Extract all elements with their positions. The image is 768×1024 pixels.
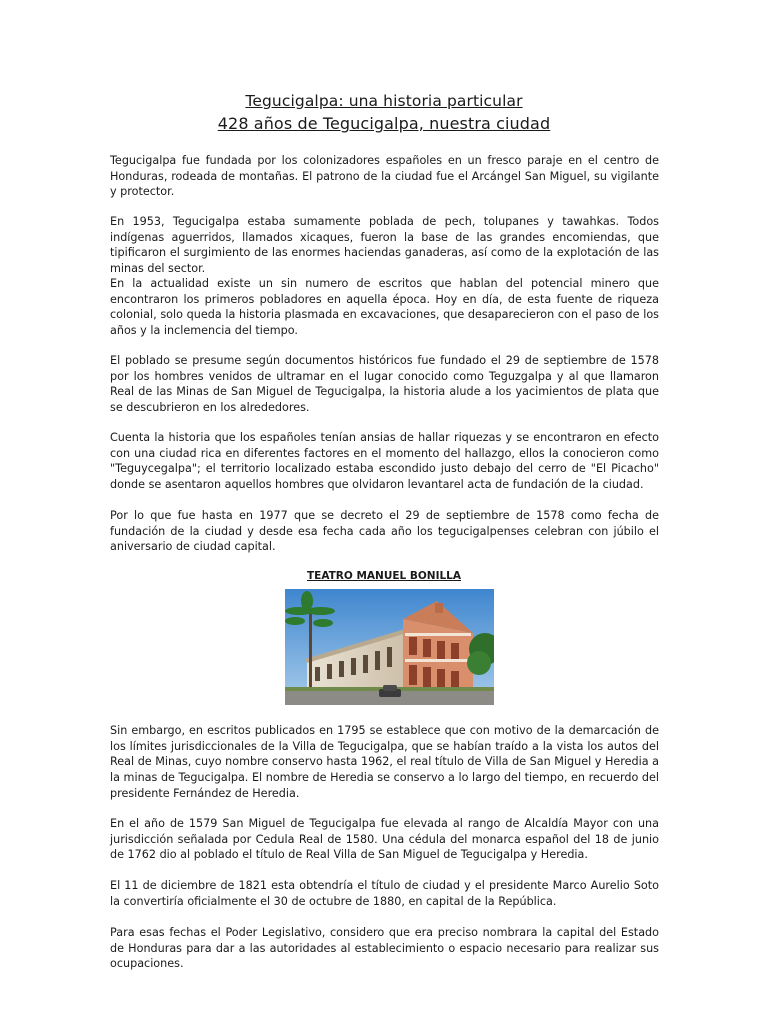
paragraph-9: El 11 de diciembre de 1821 esta obtendría el título de ciudad y el presidente Marco Aurelio Soto la convertiría oficialmente el 30 de octubre de 1880, en capital de la República. [110, 879, 659, 908]
paragraph-10: Para esas fechas el Poder Legislativo, considero que era preciso nombrara la capital del Estado de Honduras para dar a las autoridades al establecimiento o espacio necesario para realizar sus ocupaciones. [110, 926, 659, 971]
paragraph-5: Cuenta la historia que los españoles tenían ansias de hallar riquezas y se encontraron en efecto con una ciudad rica en diferentes factores en el momento del hallazgo, ellos la conocieron como "Teguycegalpa"; el territorio localizado estaba escondido justo debajo del cerro de "El Picacho" donde se asentaron aquellos hombres que olvidaron levantarel acta de fundación de la ciudad. [110, 431, 659, 492]
paragraph-1: Tegucigalpa fue fundada por los colonizadores españoles en un fresco paraje en el centro de Honduras, rodeada de montañas. El patrono de la ciudad fue el Arcángel San Miguel, su vigilante y protector. [110, 154, 659, 199]
theater-photo [285, 589, 494, 705]
paragraph-6: Por lo que fue hasta en 1977 que se decreto el 29 de septiembre de 1578 como fecha de fundación de la ciudad y desde esa fecha cada año los tegucigalpenses celebran con júbilo el aniversario de ciudad capital. [110, 509, 659, 554]
photo-caption: TEATRO MANUEL BONILLA [306, 570, 461, 582]
paragraph-3: En la actualidad existe un sin numero de escritos que hablan del potencial minero que encontraron los primeros pobladores en aquella época. Hoy en día, de esta fuente de riqueza colonial, solo queda la historia plasmada en excavaciones, que desaparecieron con el paso de los años y la inclemencia del tiempo. [110, 277, 659, 338]
paragraph-7: Sin embargo, en escritos publicados en 1795 se establece que con motivo de la demarcación de los límites jurisdiccionales de la Villa de Tegucigalpa, que se habían traído a la vista los autos del Real de Minas, cuyo nombre conservo hasta 1962, el real título de Villa de San Miguel y Heredia a la minas de Tegucigalpa. El nombre de Heredia se conservo a lo largo del tiempo, en recuerdo del presidente Fernández de Heredia. [110, 724, 659, 800]
document-subtitle: 428 años de Tegucigalpa, nuestra ciudad [217, 114, 551, 133]
paragraph-8: En el año de 1579 San Miguel de Tegucigalpa fue elevada al rango de Alcaldía Mayor con una jurisdicción señalada por Cedula Real de 1580. Una cédula del monarca español del 18 de junio de 1762 dio al poblado el título de Real Villa de San Miguel de Tegucigalpa y Heredia. [110, 817, 659, 862]
paragraph-4: El poblado se presume según documentos históricos fue fundado el 29 de septiembre de 1578 por los hombres venidos de ultramar en el lugar conocido como Teguzgalpa y al que llamaron Real de las Minas de San Miguel de Tegucigalpa, la historia alude a los yacimientos de plata que se descubrieron en los alrededores. [110, 354, 659, 415]
document-title: Tegucigalpa: una historia particular [245, 92, 523, 110]
paragraph-2: En 1953, Tegucigalpa estaba sumamente poblada de pech, tolupanes y tawahkas. Todos indígenas aguerridos, llamados xicaques, fueron la base de las grandes encomiendas, que tipificaron el surgimiento de las enormes haciendas ganaderas, así como de la explotación de las minas del sector. [110, 215, 659, 276]
